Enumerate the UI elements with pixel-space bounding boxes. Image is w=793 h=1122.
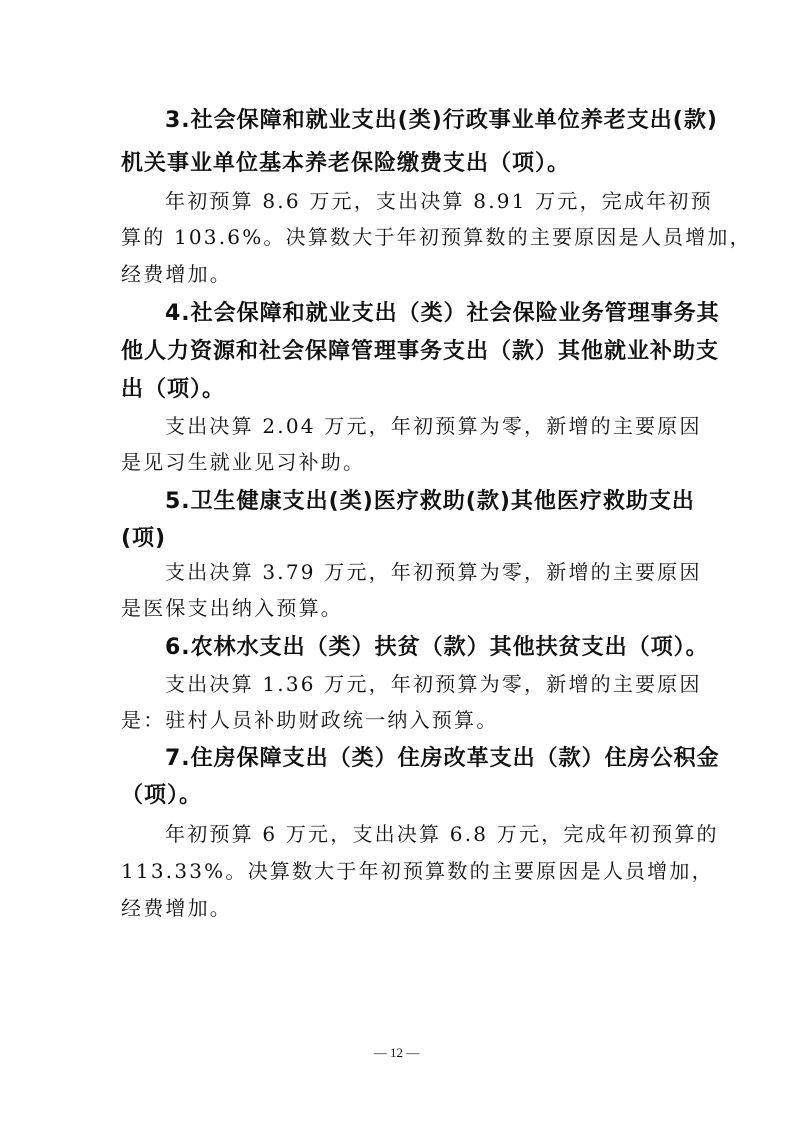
section-5-heading-line-2: (项) — [121, 526, 167, 551]
section-7-heading-line-1: 7.住房保障支出（类）住房改革支出（款）住房公积金 — [165, 746, 720, 771]
section-6-heading-line-1: 6.农林水支出（类）扶贫（款）其他扶贫支出（项）。 — [165, 635, 709, 660]
section-4-heading-line-3: 出（项）。 — [121, 377, 226, 402]
section-3-heading-line-2: 机关事业单位基本养老保险缴费支出（项）。 — [121, 151, 571, 176]
section-5-heading-line-1: 5.卫生健康支出(类)医疗救助(款)其他医疗救助支出 — [165, 489, 695, 514]
section-6-body-line-1: 支出决算 1.36 万元，年初预算为零，新增的主要原因 — [165, 672, 702, 696]
section-3-heading-line-1: 3.社会保障和就业支出(类)行政事业单位养老支出(款) — [165, 108, 718, 133]
section-7-body-line-3: 经费增加。 — [121, 896, 232, 920]
section-4-heading-line-2: 他人力资源和社会保障管理事务支出（款）其他就业补助支 — [121, 339, 720, 364]
section-5-body-line-1: 支出决算 3.79 万元，年初预算为零，新增的主要原因 — [165, 560, 702, 584]
section-4-body-line-2: 是见习生就业见习补助。 — [121, 450, 366, 474]
section-7-body-line-1: 年初预算 6 万元，支出决算 6.8 万元，完成年初预算的 — [165, 822, 719, 846]
section-3-body-line-3: 经费增加。 — [121, 262, 232, 286]
page-number: — 12 — — [373, 1045, 420, 1060]
section-4-heading-line-1: 4.社会保障和就业支出（类）社会保险业务管理事务其 — [165, 301, 720, 326]
section-7-heading-line-2: （项）。 — [121, 783, 203, 808]
section-4-body-line-1: 支出决算 2.04 万元，年初预算为零，新增的主要原因 — [165, 414, 702, 438]
section-5-body-line-2: 是医保支出纳入预算。 — [121, 596, 343, 620]
section-3-body-line-2: 算的 103.6%。决算数大于年初预算数的主要原因是人员增加， — [121, 225, 752, 249]
section-7-body-line-2: 113.33%。决算数大于年初预算数的主要原因是人员增加， — [121, 859, 714, 883]
section-6-body-line-2: 是：驻村人员补助财政统一纳入预算。 — [121, 708, 499, 732]
section-3-body-line-1: 年初预算 8.6 万元，支出决算 8.91 万元，完成年初预 — [165, 189, 713, 213]
